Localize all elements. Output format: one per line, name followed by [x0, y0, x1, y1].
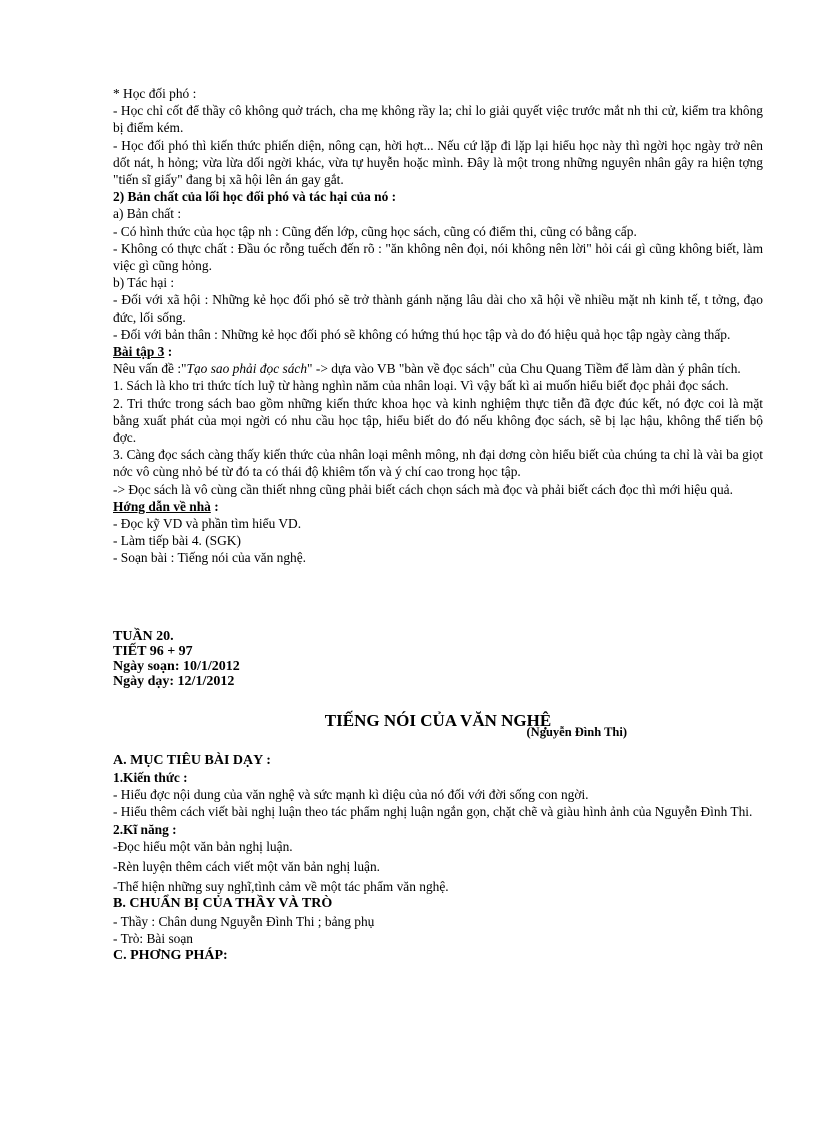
- subheading: b) Tác hại :: [113, 275, 175, 291]
- intro-text-b: " -> dựa vào VB "bàn về đọc sách" của Chu Quang Tiềm để làm dàn ý phân tích.: [307, 361, 741, 377]
- text-line: - Làm tiếp bài 4. (SGK): [113, 533, 241, 549]
- text-line: - Đọc kỹ VD và phần tìm hiểu VD.: [113, 516, 302, 532]
- subheading: a) Bản chất :: [113, 206, 182, 222]
- exercise-colon: :: [164, 344, 173, 360]
- homework-heading: [113, 498, 763, 515]
- section-c-heading: C. PHƠNG PHÁP:: [113, 947, 228, 963]
- section-a-heading: A. MỤC TIÊU BÀI DẠY :: [113, 752, 271, 768]
- text-line: -Rèn luyện thêm cách viết một văn bản nghị luận.: [113, 858, 380, 874]
- text-line: - Đối với bản thân : Những kẻ học đối phó sẽ không có hứng thú học tập và do đó hiệu quả học tập ngày càng thấp.: [113, 326, 731, 342]
- knowledge-label: 1.Kiến thức :: [113, 769, 188, 785]
- text-line: - Thầy : Chân dung Nguyễn Đình Thi ; bảng phụ: [113, 913, 375, 929]
- exercise-label: Bài tập 3: [113, 344, 165, 360]
- exercise-heading: [113, 343, 763, 360]
- homework-label: Hớng dẫn về nhà: [113, 498, 211, 514]
- teach-date: Ngày dạy: 12/1/2012: [113, 673, 235, 689]
- lesson-title: TIẾNG NÓI CỦA VĂN NGHỆ: [324, 710, 552, 730]
- intro-text-a: Nêu vấn đề :": [113, 361, 187, 377]
- text-line: - Có hình thức của học tập nh : Cũng đến lớp, cũng học sách, cũng có điểm thi, cũng có bằng cấp.: [113, 223, 637, 239]
- text-line: - Đối với xã hội : Những kẻ học đối phó sẽ trở thành gánh nặng lâu dài cho xã hội về nhiều mặt nh kinh tế, t tởng, đạo đức, lối sống.: [113, 292, 763, 325]
- week-label: TUẦN 20.: [113, 628, 174, 644]
- section-heading: 2) Bản chất của lối học đối phó và tác hại của nó :: [113, 189, 397, 205]
- text-line: - Hiểu thêm cách viết bài nghị luận theo tác phẩm nghị luận ngắn gọn, chặt chẽ và giàu hình ảnh của Nguyễn Đình Thi.: [113, 804, 753, 820]
- text-line: - Không có thực chất : Đầu óc rỗng tuếch đến rõ : "ăn không nên đọi, nói không nên lời" hỏi cái gì cũng không biết, làm việc gì cũng hỏng.: [113, 240, 763, 274]
- text-line: -Thể hiện những suy nghĩ,tình cảm về một tác phẩm văn nghệ.: [113, 879, 449, 895]
- skills-label: 2.Kĩ năng :: [113, 821, 177, 837]
- exercise-intro: [113, 360, 763, 377]
- spacer: [113, 689, 763, 711]
- text-line: 2. Tri thức trong sách bao gồm những kiến thức khoa học và kinh nghiệm thực tiễn đã đợc đúc kết, nó đợc coi là mặt bằng xuất phát của mọi ngời có nhu cầu học tập, hiểu biết do đó nếu không đọc sách, sẽ bị lạc hậu, không thể tiến bộ đợc.: [113, 395, 763, 446]
- spacer: [113, 567, 763, 629]
- text-line: 1. Sách là kho tri thức tích luỹ từ hàng nghìn năm của nhân loại. Vì vậy bất kì ai muốn hiểu biết đọc phải đọc sách.: [113, 378, 729, 394]
- spacer: [113, 740, 763, 752]
- text-line: - Trò: Bài soạn: [113, 930, 193, 946]
- text-line: * Học đối phó :: [113, 86, 197, 101]
- text-line: -Đọc hiểu một văn bản nghị luận.: [113, 838, 293, 854]
- text-line: - Học đối phó thì kiến thức phiến diện, nông cạn, hời hợt... Nếu cứ lặp đi lặp lại hiểu học này thì ngời học ngày trở nên dốt nát, h hỏng; vừa lừa dối ngời khác, vừa tự huyễn hoặc mình. Đây là một trong những nguyên nhân gây ra hiện tợng "tiến sĩ giấy" đang bị xã hội lên án gay gắt.: [113, 137, 763, 188]
- intro-italic: Tạo sao phải đọc sách: [186, 361, 308, 377]
- section-b-heading: B. CHUẨN BỊ CỦA THẦY VÀ TRÒ: [113, 896, 333, 912]
- document-page: [113, 85, 763, 964]
- text-line: - Hiểu đợc nội dung của văn nghệ và sức mạnh kì diệu của nó đối với đời sống con ngời.: [113, 787, 589, 803]
- text-line: - Soạn bài : Tiếng nói của văn nghệ.: [113, 550, 307, 566]
- lesson-header: [113, 629, 763, 689]
- homework-colon: :: [210, 498, 219, 514]
- lesson-author: (Nguyễn Đình Thi): [526, 724, 627, 739]
- prep-date: Ngày soạn: 10/1/2012: [113, 658, 240, 674]
- period-label: TIẾT 96 + 97: [113, 643, 193, 659]
- text-line: - Học chỉ cốt để thầy cô không quở trách, cha mẹ không rầy la; chỉ lo giải quyết việc trước mắt nh thi cử, kiểm tra không bị điểm kém.: [113, 103, 763, 136]
- text-line: -> Đọc sách là vô cùng cần thiết nhng cũng phải biết cách chọn sách mà đọc và phải biết cách đọc thì mới hiệu quả.: [113, 481, 733, 497]
- text-line: 3. Càng đọc sách càng thấy kiến thức của nhân loại mênh mông, nh đại dơng còn hiểu biết của chúng ta chỉ là vài ba giọt nớc vô cùng nhỏ bé từ đó ta có thái độ khiêm tốn và ý chí cao trong học tập.: [113, 447, 763, 480]
